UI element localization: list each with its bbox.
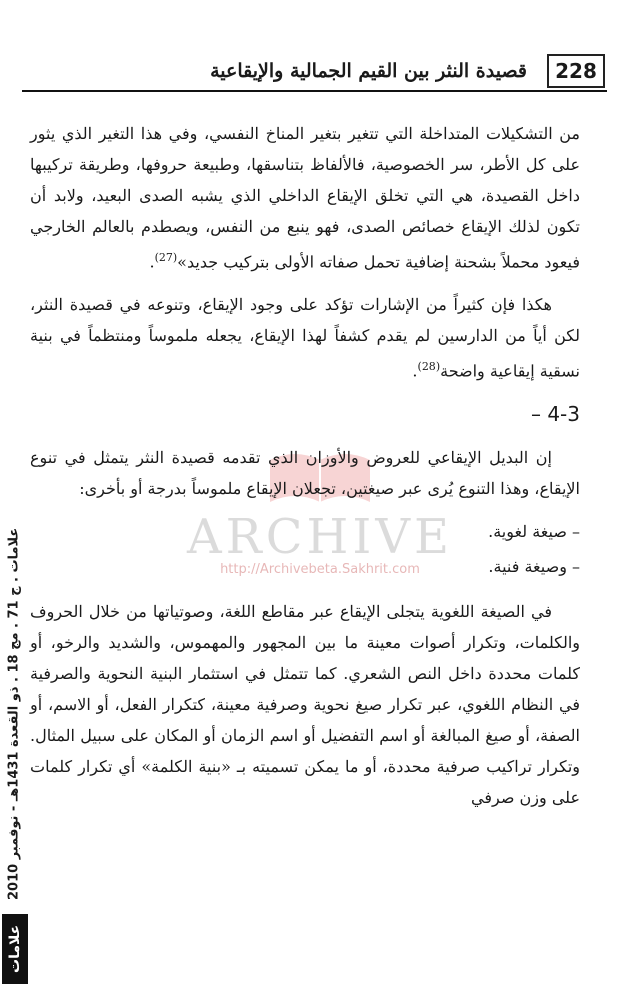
journal-issue-info: علامات . ج 71 . مج 18 . ذو القعدة 1431هـ - نوفمبر 2010 [6,527,22,901]
list-item: – صيغة لغوية. [488,521,580,541]
journal-logo: علامات [2,914,28,984]
footnote-ref: (28) [417,360,441,374]
page-number: 228 [547,54,605,88]
watermark-text: ARCHIVE [186,509,454,565]
paragraph-4: في الصيغة اللغوية يتجلى الإيقاع عبر مقاطع اللغة، وصوتياتها من خلال الحروف والكلمات، وتكرار أصوات معينة ما بين المجهور والمهموس، والشديد والرخو، أو كلمات محددة داخل النص الشعري. كما تتمثل في استثمار البنية النحوية والصرفية في النظام اللغوي، عبر تكرار صيغ نحوية وصرفية معينة، كتكرار الفعل، أو الاسم، أو الصفة، أو صيغ المبالغة أو اسم التفضيل أو اسم الزمان أو المكان على سبيل المثال. وتكرار تراكيب صرفية محددة، أو ما يمكن تسميته بـ «بنية الكلمة» أي تكرار كلمات على وزن صرفي [30,601,580,807]
watermark-url: http://Archivebeta.Sakhrit.com [220,562,420,577]
paragraph-1: من التشكيلات المتداخلة التي تتغير بتغير المناخ النفسي، وفي هذا التغير الذي يثور على كل الأطر، سر الخصوصية، فالألفاظ بتناسقها، وطبيعة حروفها، وطريقة تركيبها داخل القصيدة، هي التي تخلق الإيقاع الداخلي الذي يشبه الصدى البعيد، ولابد أن تكون لذلك الإيقاع خصائص الصدى، فهو ينبع من النفس، ويصطدم بالعالم الخارجي فيعود محملاً بشحنة إضافية تحمل صفاته الأولى بتركيب جديد»$^{(27)}$. [30,124,580,272]
footnote-ref: (27) [154,251,178,264]
paragraph-2: هكذا فإن كثيراً من الإشارات تؤكد على وجود الإيقاع، وتنوعه في قصيدة النثر، لكن أياً من الدارسين لم يقدم كشفاً لهذا الإيقاع، يجعله ملموساً ومنتظماً في بنية نسقية إيقاعية واضحة$^{(28)}$. [30,295,580,381]
header-divider [22,90,607,92]
article-body [30,118,580,825]
paragraph-3: إن البديل الإيقاعي للعروض والأوزان الذي تقدمه قصيدة النثر يتمثل في تنوع الإيقاع، وهذا التنوع يُرى عبر صيغتين، تجعلان الإيقاع ملموساً بدرجة أو بأخرى: [30,447,580,498]
running-header-title: قصيدة النثر بين القيم الجمالية والإيقاعية [210,60,527,82]
section-heading: 4-3 – [530,401,580,426]
list-item: – وصيغة فنية. [488,556,580,576]
